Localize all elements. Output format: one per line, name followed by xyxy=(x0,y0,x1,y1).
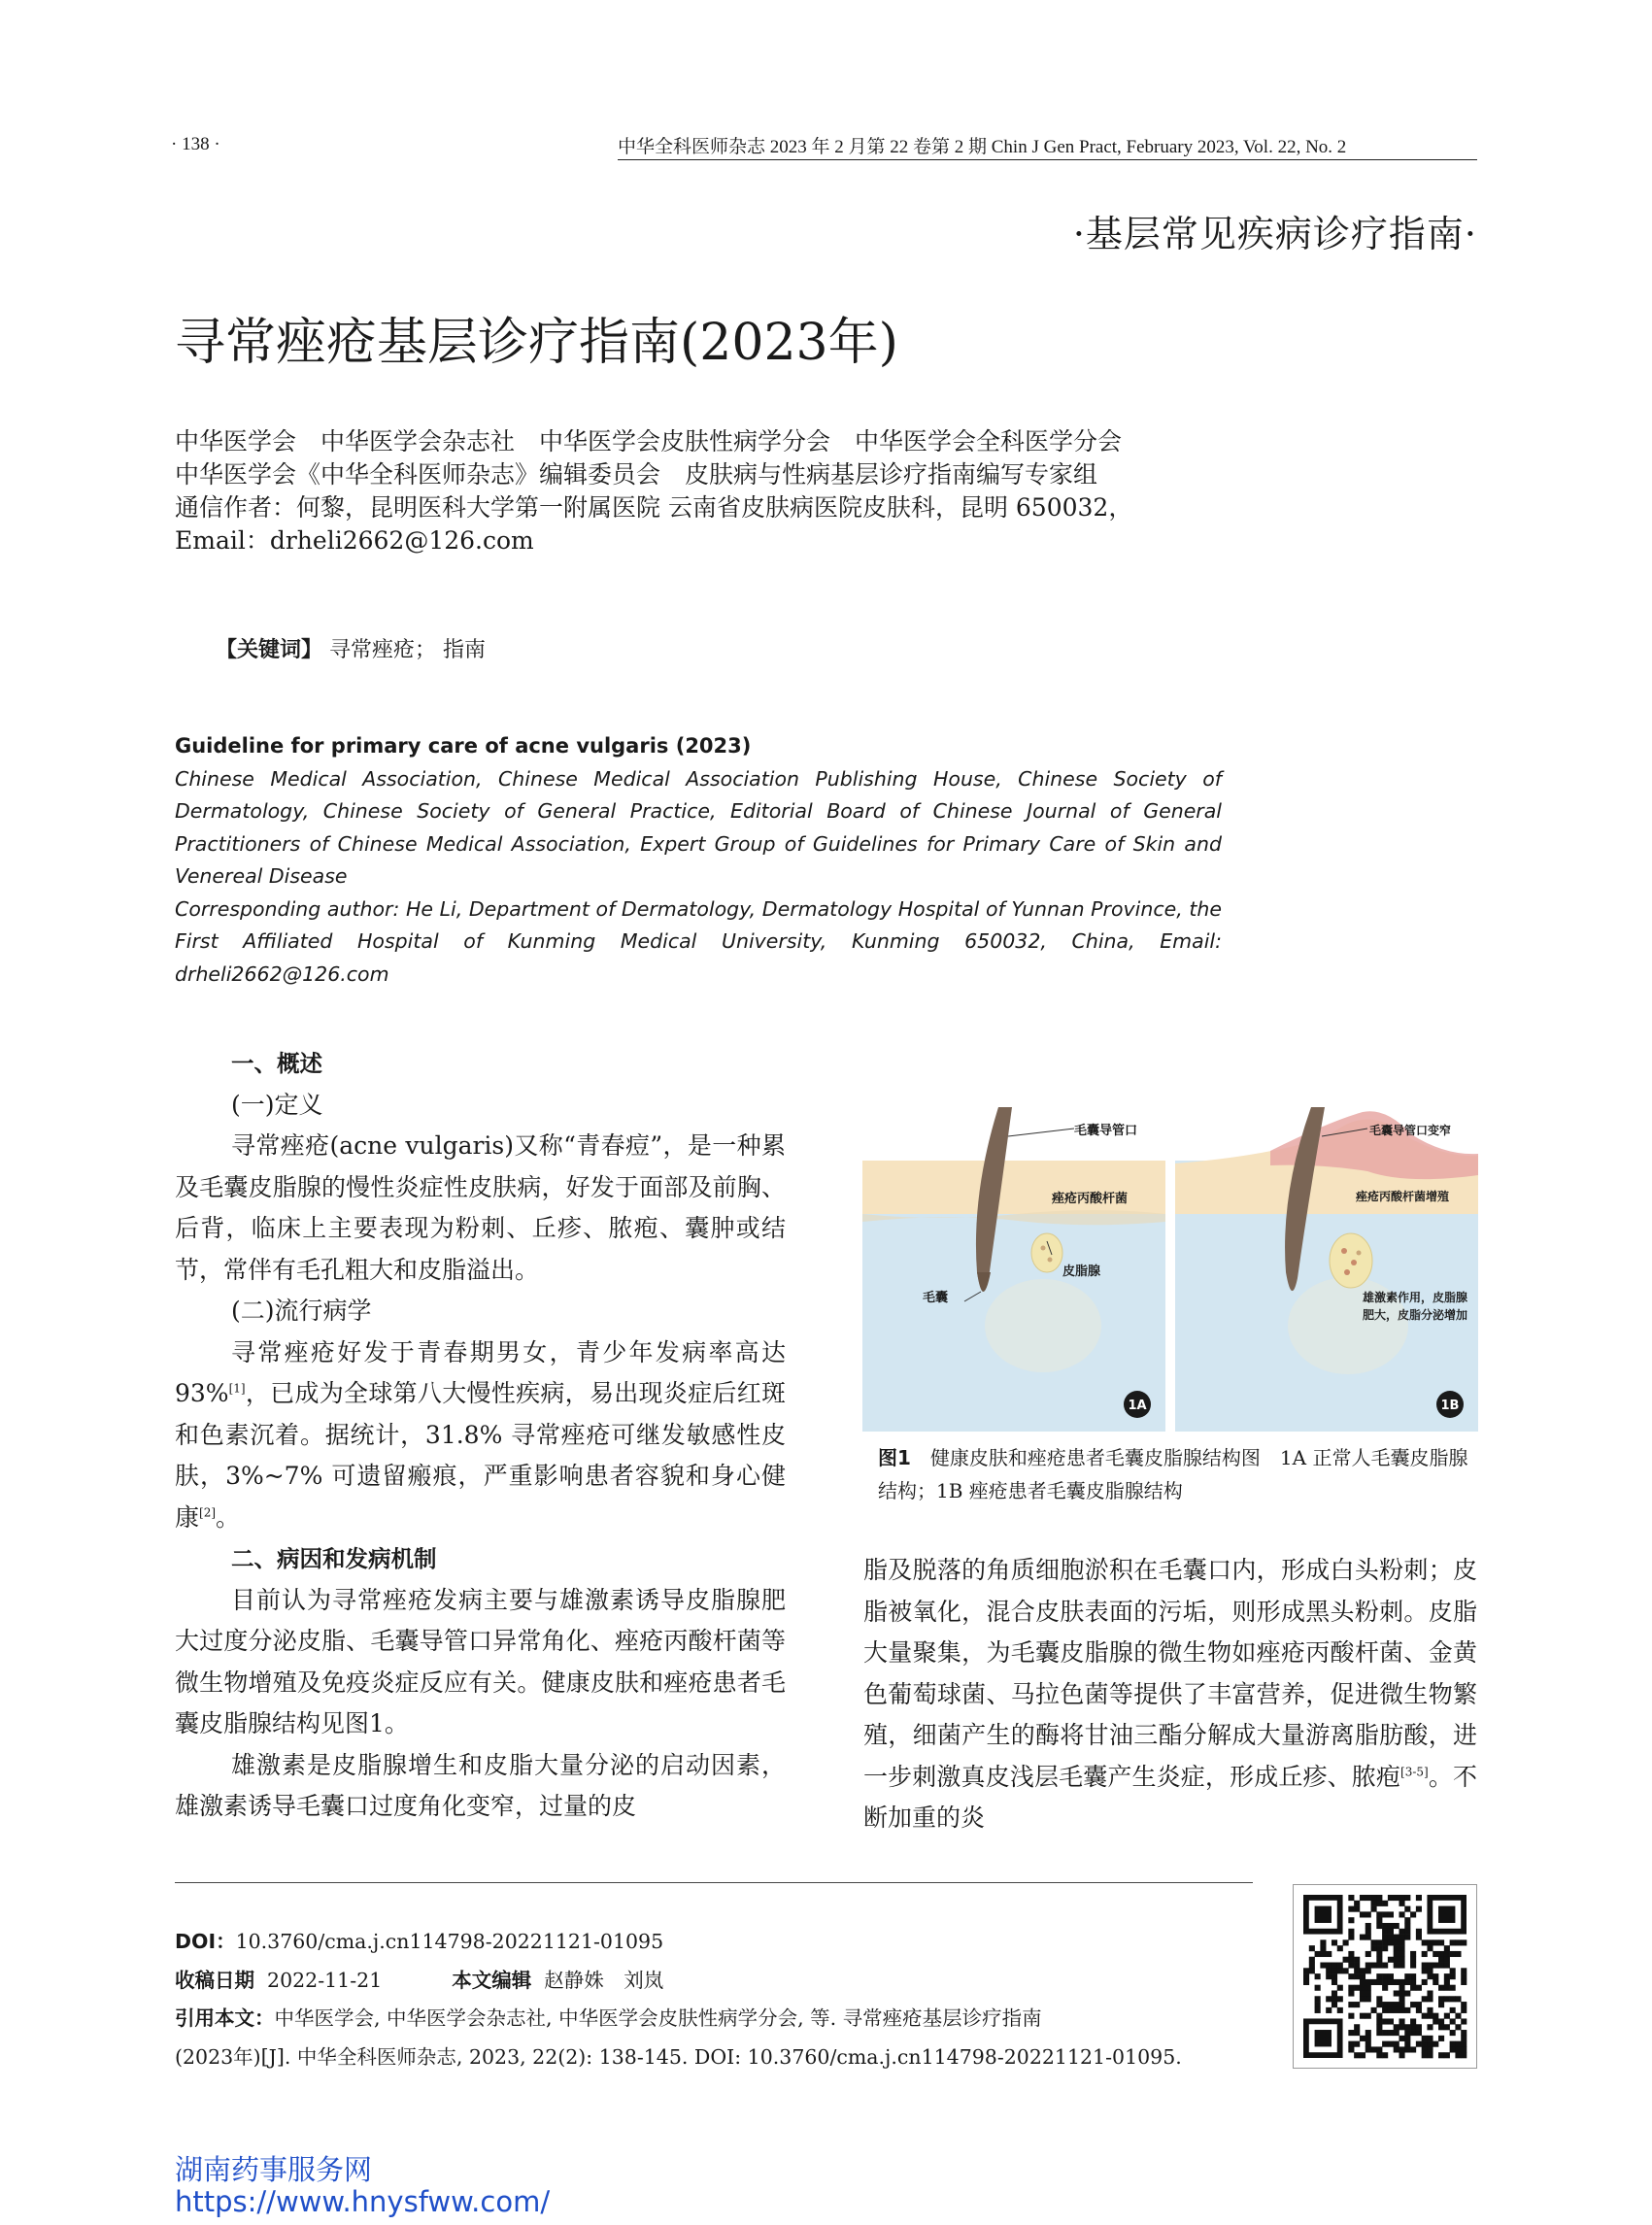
citation-line xyxy=(175,2000,1253,2039)
footnote-rule xyxy=(175,1882,1253,1883)
author-line: 中华医学会《中华全科医师杂志》编辑委员会 皮肤病与性病基层诊疗指南编写专家组 xyxy=(175,460,1098,489)
corresponding-line: 通信作者：何黎，昆明医科大学第一附属医院 云南省皮肤病医院皮肤科，昆明 650032， xyxy=(175,493,1133,522)
keywords-text: 寻常痤疮； 指南 xyxy=(329,638,487,662)
author-line: 中华医学会 中华医学会杂志社 中华医学会皮肤性病学分会 中华医学会全科医学分会 xyxy=(175,427,1123,455)
text-run: ，已成为全球第八大慢性疾病，易出现炎症后红斑和色素沉着。据统计，31.8% 寻常痤疮可继发敏感性皮肤，3%~7% 可遗留瘢痕，严重影响患者容貌和身心健康 xyxy=(175,1379,786,1532)
paragraph-androgen: 雄激素是皮脂腺增生和皮脂大量分泌的启动因素，雄激素诱导毛囊口过度角化变窄，过量的皮 xyxy=(175,1750,786,1820)
badge-1a: 1A xyxy=(1128,1399,1147,1413)
author-block xyxy=(175,425,1132,557)
footnotes xyxy=(175,1923,1253,2076)
text-run: 寻常痤疮好发于青春期男女，青少年发病率高达93% xyxy=(175,1337,786,1407)
subsection-heading: (一)定义 xyxy=(231,1090,323,1119)
english-corresponding: Corresponding author: He Li, Department of Dermatology, Dermatology Hospital of Yunnan Province, the First Affiliated Hospital of Kunming Medical University, Kunming 650032, China, Email: drheli2662@126.com xyxy=(175,896,1222,986)
label-bacteria-a: 痤疮丙酸杆菌 xyxy=(1052,1192,1129,1206)
section-heading: 一、概述 xyxy=(231,1050,322,1077)
qr-code-image xyxy=(1294,1885,1476,2068)
editor-label: 本文编辑 xyxy=(452,1968,532,1992)
watermark-url[interactable]: https://www.hnysfww.com/ xyxy=(175,2185,551,2218)
label-gland-b2: 肥大，皮脂分泌增加 xyxy=(1363,1308,1468,1322)
label-duct-a: 毛囊导管口 xyxy=(1074,1124,1138,1138)
paragraph-etiology: 目前认为寻常痤疮发病主要与雄激素诱导皮脂腺肥大过度分泌皮脂、毛囊导管口异常角化、痤疮丙酸杆菌等微生物增殖及免疫炎症反应有关。健康皮肤和痤疮患者毛囊皮脂腺结构见图1。 xyxy=(175,1585,786,1737)
section-heading: 二、病因和发病机制 xyxy=(231,1545,437,1572)
figure-caption xyxy=(878,1441,1476,1507)
article-title: 寻常痤疮基层诊疗指南(2023年) xyxy=(175,314,898,372)
doi-label: DOI： xyxy=(175,1930,236,1953)
text-run: 脂及脱落的角质细胞淤积在毛囊口内，形成白头粉刺；皮脂被氧化，混合皮肤表面的污垢，则形成黑头粉刺。皮脂大量聚集，为毛囊皮脂腺的微生物如痤疮丙酸杆菌、金黄色葡萄球菌、马拉色菌等提供了丰富营养，促进微生物繁殖，细菌产生的酶将甘油三酯分解成大量游离脂肪酸，进一步刺激真皮浅层毛囊产生炎症，形成丘疹、脓疱 xyxy=(863,1556,1477,1791)
keywords-label: 【关键词】 xyxy=(216,638,323,662)
reference-mark: [2] xyxy=(199,1505,217,1520)
english-abstract xyxy=(175,730,1222,991)
english-authors: Chinese Medical Association, Chinese Medical Association Publishing House, Chinese Society of Dermatology, Chinese Society of General Practice, Editorial Board of Chinese Journal of General Practitioners of Chinese Medical Association, Expert Group of Guidelines for Primary Care of Skin and Venereal Disease xyxy=(175,766,1222,888)
column-tag: ·基层常见疾病诊疗指南· xyxy=(1072,213,1477,255)
right-column xyxy=(863,1550,1477,1839)
text-run: 。 xyxy=(216,1502,241,1532)
citation-text: 中华医学会, 中华医学会杂志社, 中华医学会皮肤性病学分会, 等. 寻常痤疮基层诊疗指南 xyxy=(274,2006,1042,2030)
watermark xyxy=(175,2154,550,2218)
figure-illustration xyxy=(862,1107,1478,1432)
received-label: 收稿日期 xyxy=(175,1968,254,1992)
left-column xyxy=(175,1043,786,1828)
qr-code[interactable] xyxy=(1293,1884,1477,2069)
reference-mark: [1] xyxy=(228,1381,246,1396)
subsection-heading: (二)流行病学 xyxy=(231,1297,372,1325)
doi-value[interactable]: 10.3760/cma.j.cn114798-20221121-01095 xyxy=(235,1930,664,1953)
badge-1b: 1B xyxy=(1440,1399,1460,1413)
header-rule xyxy=(618,159,1477,160)
received-date: 2022-11-21 xyxy=(267,1968,383,1992)
editor-names: 赵静姝 刘岚 xyxy=(544,1968,664,1992)
text-run: 。不断加重的炎 xyxy=(863,1762,1477,1832)
keywords xyxy=(216,633,486,663)
citation-label: 引用本文： xyxy=(175,2006,275,2030)
paragraph-epidemiology xyxy=(175,1332,786,1539)
doi-line xyxy=(175,1923,1253,1962)
label-duct-b: 毛囊导管口变窄 xyxy=(1369,1124,1452,1137)
label-gland-a: 皮脂腺 xyxy=(1062,1264,1101,1279)
email-line: Email：drheli2662@126.com xyxy=(175,526,534,555)
page-number: · 138 · xyxy=(171,134,220,154)
english-title: Guideline for primary care of acne vulgaris (2023) xyxy=(175,734,752,758)
label-bacteria-b: 痤疮丙酸杆菌增殖 xyxy=(1356,1190,1450,1203)
watermark-name: 湖南药事服务网 xyxy=(175,2153,373,2186)
citation-line-2: (2023年)[J]. 中华全科医师杂志, 2023, 22(2): 138-145. DOI: 10.3760/cma.j.cn114798-20221121-01095. xyxy=(175,2044,1182,2069)
figure-caption-text: 健康皮肤和痤疮患者毛囊皮脂腺结构图 1A 正常人毛囊皮脂腺结构；1B 痤疮患者毛囊皮脂腺结构 xyxy=(878,1446,1468,1502)
received-line xyxy=(175,1962,1253,2001)
label-gland-b1: 雄激素作用，皮脂腺 xyxy=(1363,1291,1468,1304)
figure-label: 图1 xyxy=(878,1446,911,1469)
journal-header: 中华全科医师杂志 2023 年 2 月第 22 卷第 2 期 Chin J Gen Pract, February 2023, Vol. 22, No. 2 xyxy=(618,137,1347,157)
figure-1 xyxy=(862,1107,1478,1432)
paragraph-definition: 寻常痤疮(acne vulgaris)又称“青春痘”，是一种累及毛囊皮脂腺的慢性炎症性皮肤病，好发于面部及前胸、后背，临床上主要表现为粉刺、丘疹、脓疱、囊肿或结节，常伴有毛孔粗大和皮脂溢出。 xyxy=(175,1131,786,1284)
paragraph-continuation xyxy=(863,1550,1477,1839)
reference-mark: [3-5] xyxy=(1400,1765,1429,1779)
label-follicle-a: 毛囊 xyxy=(923,1291,949,1305)
